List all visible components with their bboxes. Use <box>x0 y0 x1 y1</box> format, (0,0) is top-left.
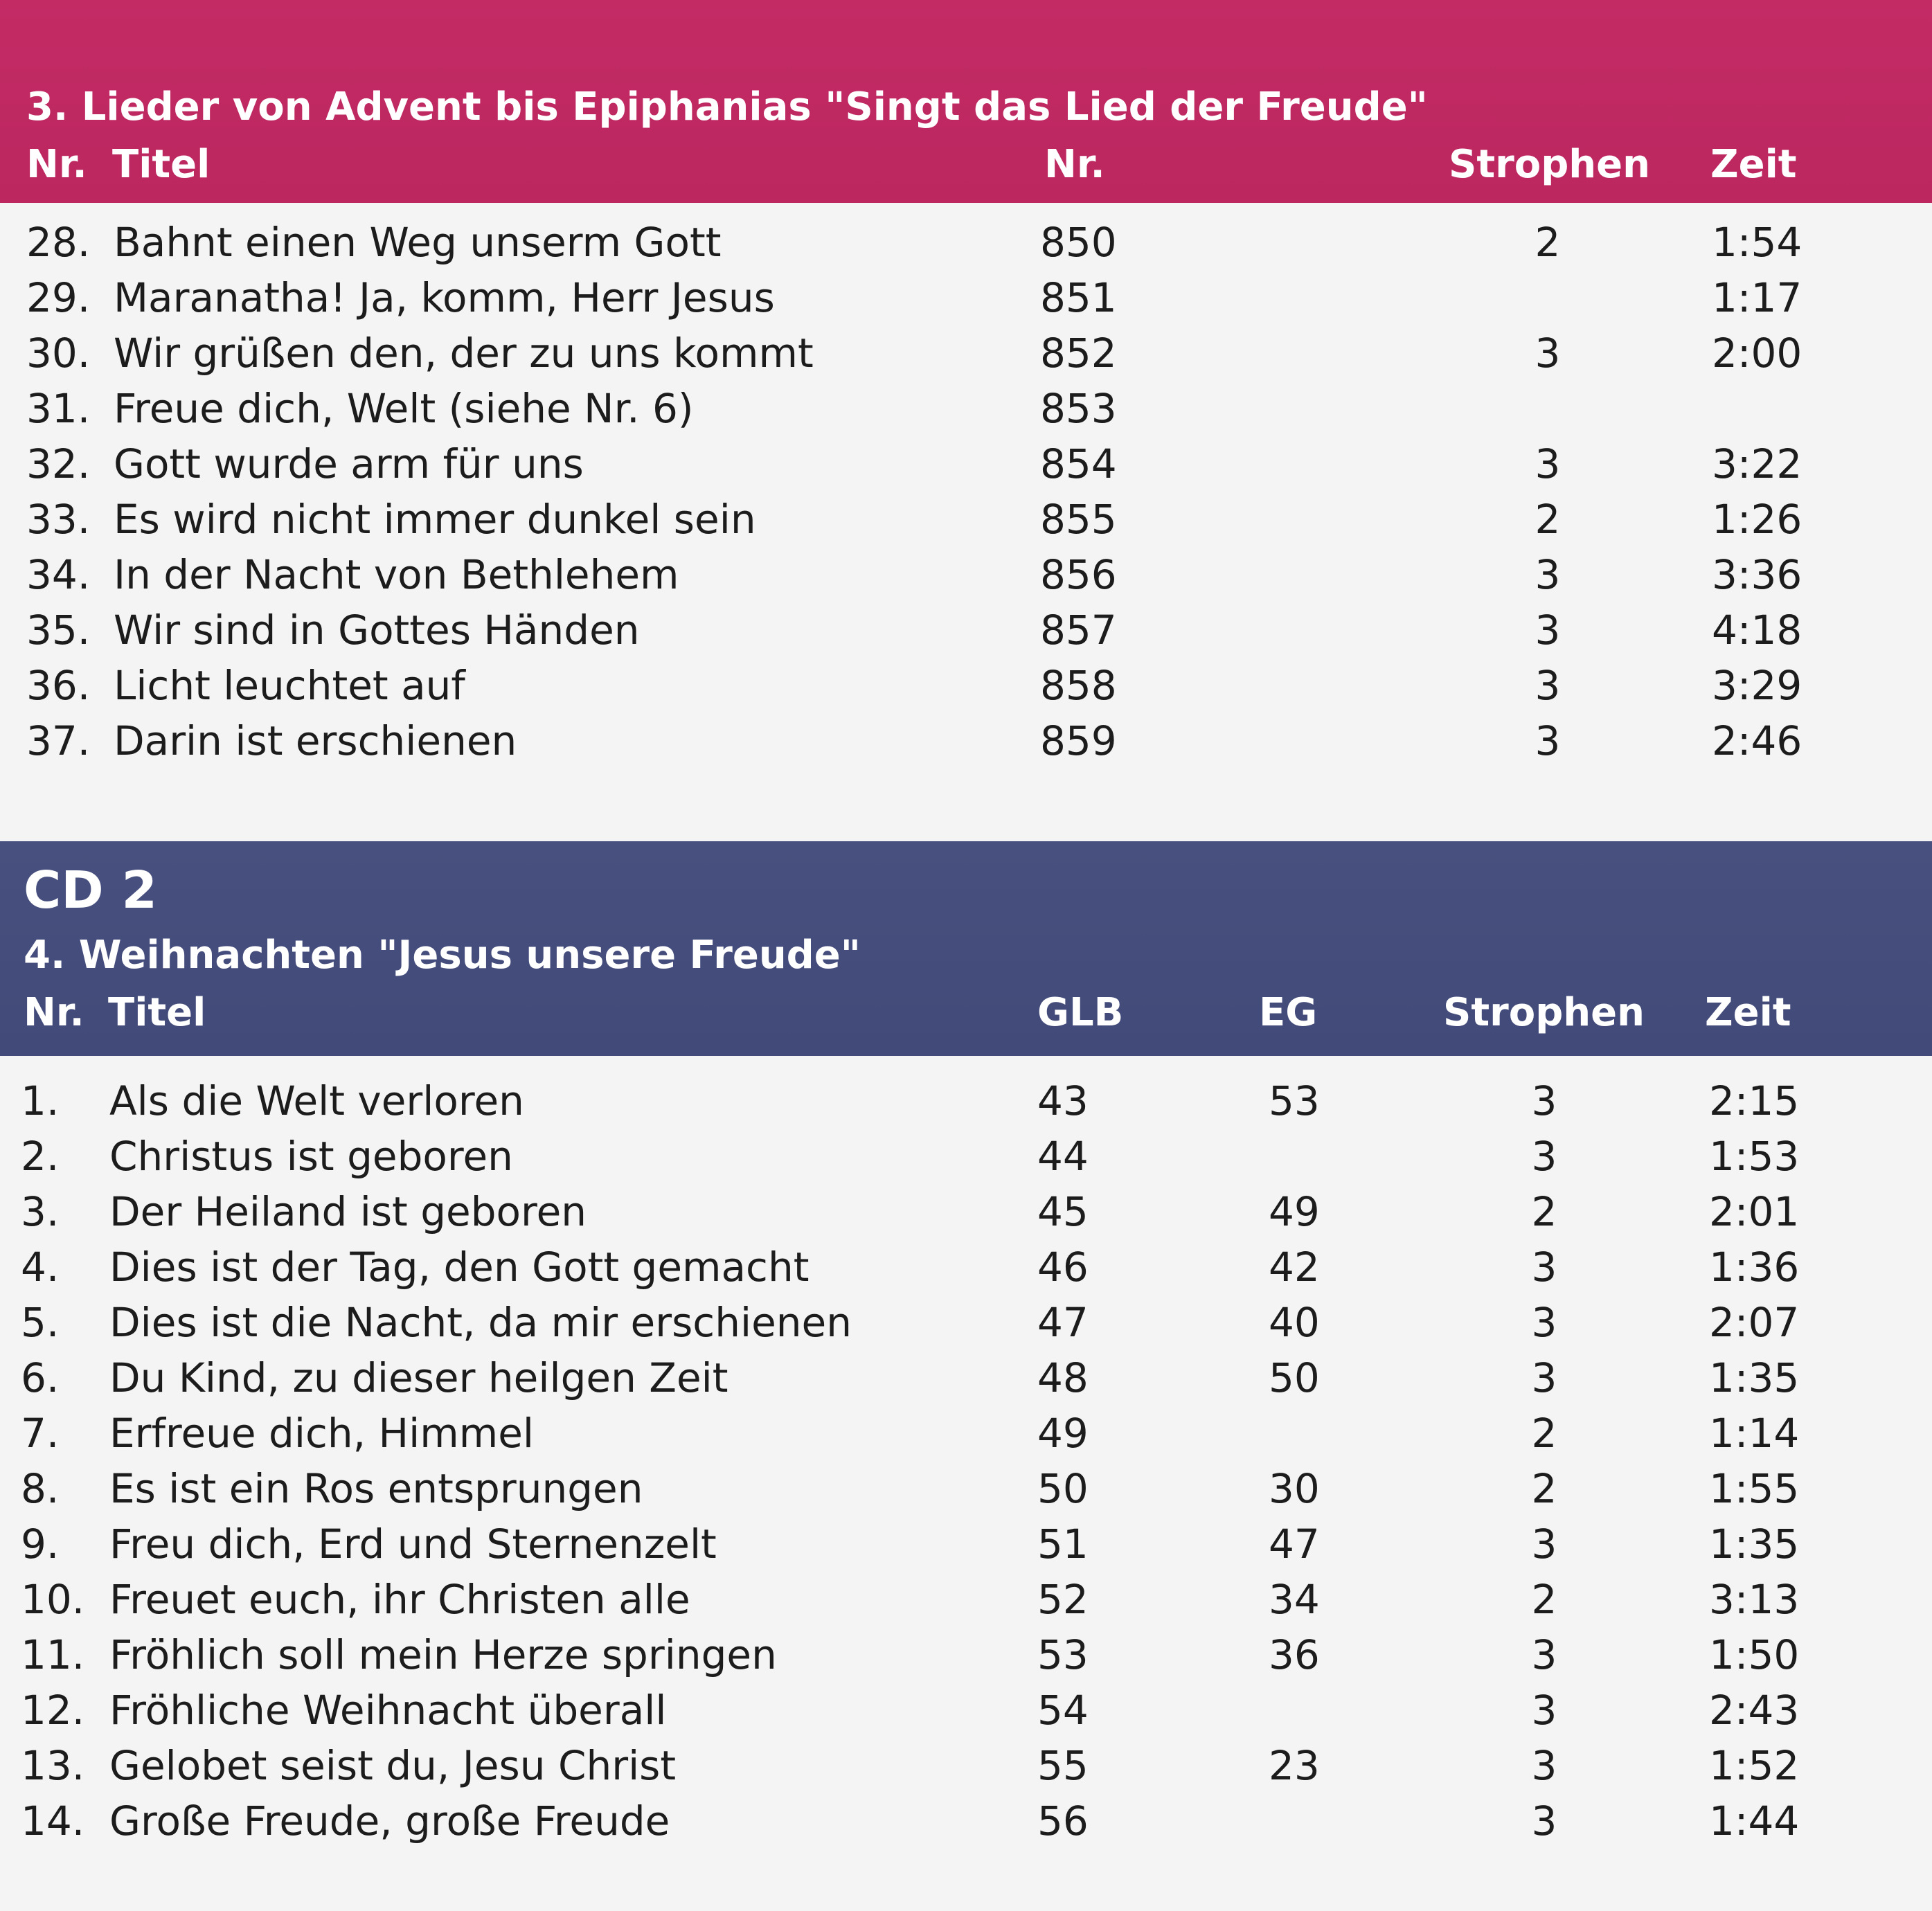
song-number-cell: 854 <box>1040 440 1117 487</box>
track-number-cell: 12. <box>21 1687 85 1734</box>
song-title-cell: Wir sind in Gottes Händen <box>114 607 640 654</box>
song-title-cell: Bahnt einen Weg unserm Gott <box>114 219 722 266</box>
duration-cell: 2:46 <box>1712 717 1803 764</box>
verses-cell: 3 <box>1535 662 1561 709</box>
glb-number-cell: 51 <box>1037 1520 1089 1568</box>
track-number-cell: 33. <box>26 496 91 543</box>
track-number-cell: 6. <box>21 1354 60 1401</box>
glb-number-cell: 49 <box>1037 1410 1089 1457</box>
verses-cell: 3 <box>1535 717 1561 764</box>
verses-cell: 3 <box>1531 1742 1557 1789</box>
verses-cell: 2 <box>1531 1465 1557 1512</box>
table-row <box>0 1793 1932 1849</box>
col-header-nr: Nr. <box>24 990 84 1035</box>
verses-cell: 3 <box>1535 330 1561 377</box>
duration-cell: 1:44 <box>1709 1797 1800 1845</box>
duration-cell: 3:29 <box>1712 662 1803 709</box>
song-title-cell: Es ist ein Ros entsprungen <box>109 1465 643 1512</box>
track-number-cell: 14. <box>21 1797 85 1845</box>
table-row <box>0 1627 1932 1683</box>
col-header-strophen: Strophen <box>1443 990 1645 1035</box>
verses-cell: 3 <box>1535 551 1561 598</box>
glb-number-cell: 47 <box>1037 1299 1089 1346</box>
verses-cell: 3 <box>1531 1631 1557 1678</box>
col-header-number: Nr. <box>1044 142 1105 187</box>
table-row <box>0 325 1932 381</box>
table-row <box>0 492 1932 547</box>
song-title-cell: Freu dich, Erd und Sternenzelt <box>109 1520 717 1568</box>
glb-number-cell: 55 <box>1037 1742 1089 1789</box>
track-number-cell: 9. <box>21 1520 60 1568</box>
song-title-cell: Große Freude, große Freude <box>109 1797 670 1845</box>
eg-number-cell: 34 <box>1269 1576 1320 1623</box>
duration-cell: 1:35 <box>1709 1520 1800 1568</box>
song-title-cell: Der Heiland ist geboren <box>109 1188 587 1235</box>
verses-cell: 3 <box>1531 1687 1557 1734</box>
duration-cell: 2:07 <box>1709 1299 1800 1346</box>
duration-cell: 1:54 <box>1712 219 1803 266</box>
track-number-cell: 2. <box>21 1133 60 1180</box>
glb-number-cell: 52 <box>1037 1576 1089 1623</box>
song-number-cell: 856 <box>1040 551 1117 598</box>
col-header-zeit: Zeit <box>1710 142 1797 187</box>
track-number-cell: 37. <box>26 717 91 764</box>
track-number-cell: 36. <box>26 662 91 709</box>
track-number-cell: 29. <box>26 274 91 321</box>
song-title-cell: Gott wurde arm für uns <box>114 440 584 487</box>
track-number-cell: 3. <box>21 1188 60 1235</box>
duration-cell: 1:36 <box>1709 1244 1800 1291</box>
duration-cell: 2:01 <box>1709 1188 1800 1235</box>
song-title-cell: Fröhlich soll mein Herze springen <box>109 1631 777 1678</box>
song-title-cell: In der Nacht von Bethlehem <box>114 551 679 598</box>
duration-cell: 1:53 <box>1709 1133 1800 1180</box>
duration-cell: 1:55 <box>1709 1465 1800 1512</box>
song-title-cell: Dies ist der Tag, den Gott gemacht <box>109 1244 810 1291</box>
song-title-cell: Licht leuchtet auf <box>114 662 465 709</box>
glb-number-cell: 45 <box>1037 1188 1089 1235</box>
duration-cell: 2:00 <box>1712 330 1803 377</box>
verses-cell: 3 <box>1535 440 1561 487</box>
glb-number-cell: 44 <box>1037 1133 1089 1180</box>
duration-cell: 1:14 <box>1709 1410 1800 1457</box>
track-number-cell: 4. <box>21 1244 60 1291</box>
song-title-cell: Maranatha! Ja, komm, Herr Jesus <box>114 274 775 321</box>
song-title-cell: Freuet euch, ihr Christen alle <box>109 1576 690 1623</box>
glb-number-cell: 56 <box>1037 1797 1089 1845</box>
table-row <box>0 1683 1932 1738</box>
eg-number-cell: 30 <box>1269 1465 1320 1512</box>
duration-cell: 1:35 <box>1709 1354 1800 1401</box>
song-title-cell: Du Kind, zu dieser heilgen Zeit <box>109 1354 728 1401</box>
duration-cell: 4:18 <box>1712 607 1803 654</box>
song-title-cell: Christus ist geboren <box>109 1133 513 1180</box>
verses-cell: 3 <box>1531 1244 1557 1291</box>
track-number-cell: 31. <box>26 385 91 432</box>
duration-cell: 3:22 <box>1712 440 1803 487</box>
table-row <box>0 1516 1932 1572</box>
table-row <box>0 658 1932 713</box>
cd2-header-band <box>0 841 1932 1056</box>
table-row <box>0 1461 1932 1516</box>
duration-cell: 3:13 <box>1709 1576 1800 1623</box>
song-title-cell: Gelobet seist du, Jesu Christ <box>109 1742 677 1789</box>
eg-number-cell: 53 <box>1269 1077 1320 1124</box>
col-header-titel: Titel <box>112 142 211 187</box>
verses-cell: 3 <box>1531 1354 1557 1401</box>
verses-cell: 3 <box>1531 1133 1557 1180</box>
table-row <box>0 1184 1932 1239</box>
track-number-cell: 28. <box>26 219 91 266</box>
section-title: 4. Weihnachten "Jesus unsere Freude" <box>24 933 861 978</box>
duration-cell: 3:36 <box>1712 551 1803 598</box>
song-number-cell: 857 <box>1040 607 1117 654</box>
song-title-cell: Es wird nicht immer dunkel sein <box>114 496 756 543</box>
track-number-cell: 30. <box>26 330 91 377</box>
col-header-eg: EG <box>1259 990 1318 1035</box>
verses-cell: 2 <box>1535 219 1561 266</box>
table-row <box>0 1350 1932 1406</box>
col-header-zeit: Zeit <box>1705 990 1791 1035</box>
glb-number-cell: 43 <box>1037 1077 1089 1124</box>
eg-number-cell: 49 <box>1269 1188 1320 1235</box>
verses-cell: 2 <box>1531 1576 1557 1623</box>
verses-cell: 3 <box>1531 1797 1557 1845</box>
table-row <box>0 381 1932 436</box>
song-number-cell: 850 <box>1040 219 1117 266</box>
table-row <box>0 1572 1932 1627</box>
table-row <box>0 1239 1932 1295</box>
track-number-cell: 8. <box>21 1465 60 1512</box>
track-number-cell: 34. <box>26 551 91 598</box>
verses-cell: 3 <box>1531 1299 1557 1346</box>
eg-number-cell: 42 <box>1269 1244 1320 1291</box>
col-header-nr: Nr. <box>26 142 87 187</box>
verses-cell: 3 <box>1535 607 1561 654</box>
glb-number-cell: 46 <box>1037 1244 1089 1291</box>
track-number-cell: 5. <box>21 1299 60 1346</box>
col-header-strophen: Strophen <box>1449 142 1650 187</box>
glb-number-cell: 53 <box>1037 1631 1089 1678</box>
duration-cell: 1:50 <box>1709 1631 1800 1678</box>
song-number-cell: 859 <box>1040 717 1117 764</box>
duration-cell: 1:52 <box>1709 1742 1800 1789</box>
song-title-cell: Freue dich, Welt (siehe Nr. 6) <box>114 385 694 432</box>
glb-number-cell: 50 <box>1037 1465 1089 1512</box>
col-header-titel: Titel <box>108 990 206 1035</box>
duration-cell: 1:26 <box>1712 496 1803 543</box>
song-title-cell: Wir grüßen den, der zu uns kommt <box>114 330 814 377</box>
duration-cell: 2:15 <box>1709 1077 1800 1124</box>
song-title-cell: Fröhliche Weihnacht überall <box>109 1687 667 1734</box>
table-row <box>0 1073 1932 1129</box>
table-row <box>0 1295 1932 1350</box>
glb-number-cell: 48 <box>1037 1354 1089 1401</box>
table-row <box>0 215 1932 270</box>
eg-number-cell: 36 <box>1269 1631 1320 1678</box>
song-number-cell: 858 <box>1040 662 1117 709</box>
table-row <box>0 270 1932 325</box>
song-title-cell: Dies ist die Nacht, da mir erschienen <box>109 1299 852 1346</box>
verses-cell: 3 <box>1531 1077 1557 1124</box>
song-number-cell: 851 <box>1040 274 1117 321</box>
eg-number-cell: 47 <box>1269 1520 1320 1568</box>
cd-title: CD 2 <box>24 861 157 920</box>
track-number-cell: 13. <box>21 1742 85 1789</box>
track-number-cell: 32. <box>26 440 91 487</box>
eg-number-cell: 50 <box>1269 1354 1320 1401</box>
song-title-cell: Als die Welt verloren <box>109 1077 524 1124</box>
track-number-cell: 1. <box>21 1077 60 1124</box>
table-row <box>0 1738 1932 1793</box>
section-3-header-band <box>0 0 1932 203</box>
song-title-cell: Darin ist erschienen <box>114 717 517 764</box>
duration-cell: 1:17 <box>1712 274 1803 321</box>
col-header-glb: GLB <box>1037 990 1124 1035</box>
track-number-cell: 11. <box>21 1631 85 1678</box>
table-row <box>0 602 1932 658</box>
table-row <box>0 1406 1932 1461</box>
table-row <box>0 713 1932 769</box>
eg-number-cell: 23 <box>1269 1742 1320 1789</box>
eg-number-cell: 40 <box>1269 1299 1320 1346</box>
section-title: 3. Lieder von Advent bis Epiphanias "Singt das Lied der Freude" <box>26 84 1428 129</box>
track-number-cell: 35. <box>26 607 91 654</box>
song-number-cell: 853 <box>1040 385 1117 432</box>
table-row <box>0 1129 1932 1184</box>
duration-cell: 2:43 <box>1709 1687 1800 1734</box>
table-row <box>0 547 1932 602</box>
table-row <box>0 436 1932 492</box>
verses-cell: 2 <box>1531 1188 1557 1235</box>
song-title-cell: Erfreue dich, Himmel <box>109 1410 535 1457</box>
track-number-cell: 7. <box>21 1410 60 1457</box>
song-number-cell: 852 <box>1040 330 1117 377</box>
song-number-cell: 855 <box>1040 496 1117 543</box>
verses-cell: 2 <box>1531 1410 1557 1457</box>
glb-number-cell: 54 <box>1037 1687 1089 1734</box>
verses-cell: 2 <box>1535 496 1561 543</box>
verses-cell: 3 <box>1531 1520 1557 1568</box>
track-number-cell: 10. <box>21 1576 85 1623</box>
